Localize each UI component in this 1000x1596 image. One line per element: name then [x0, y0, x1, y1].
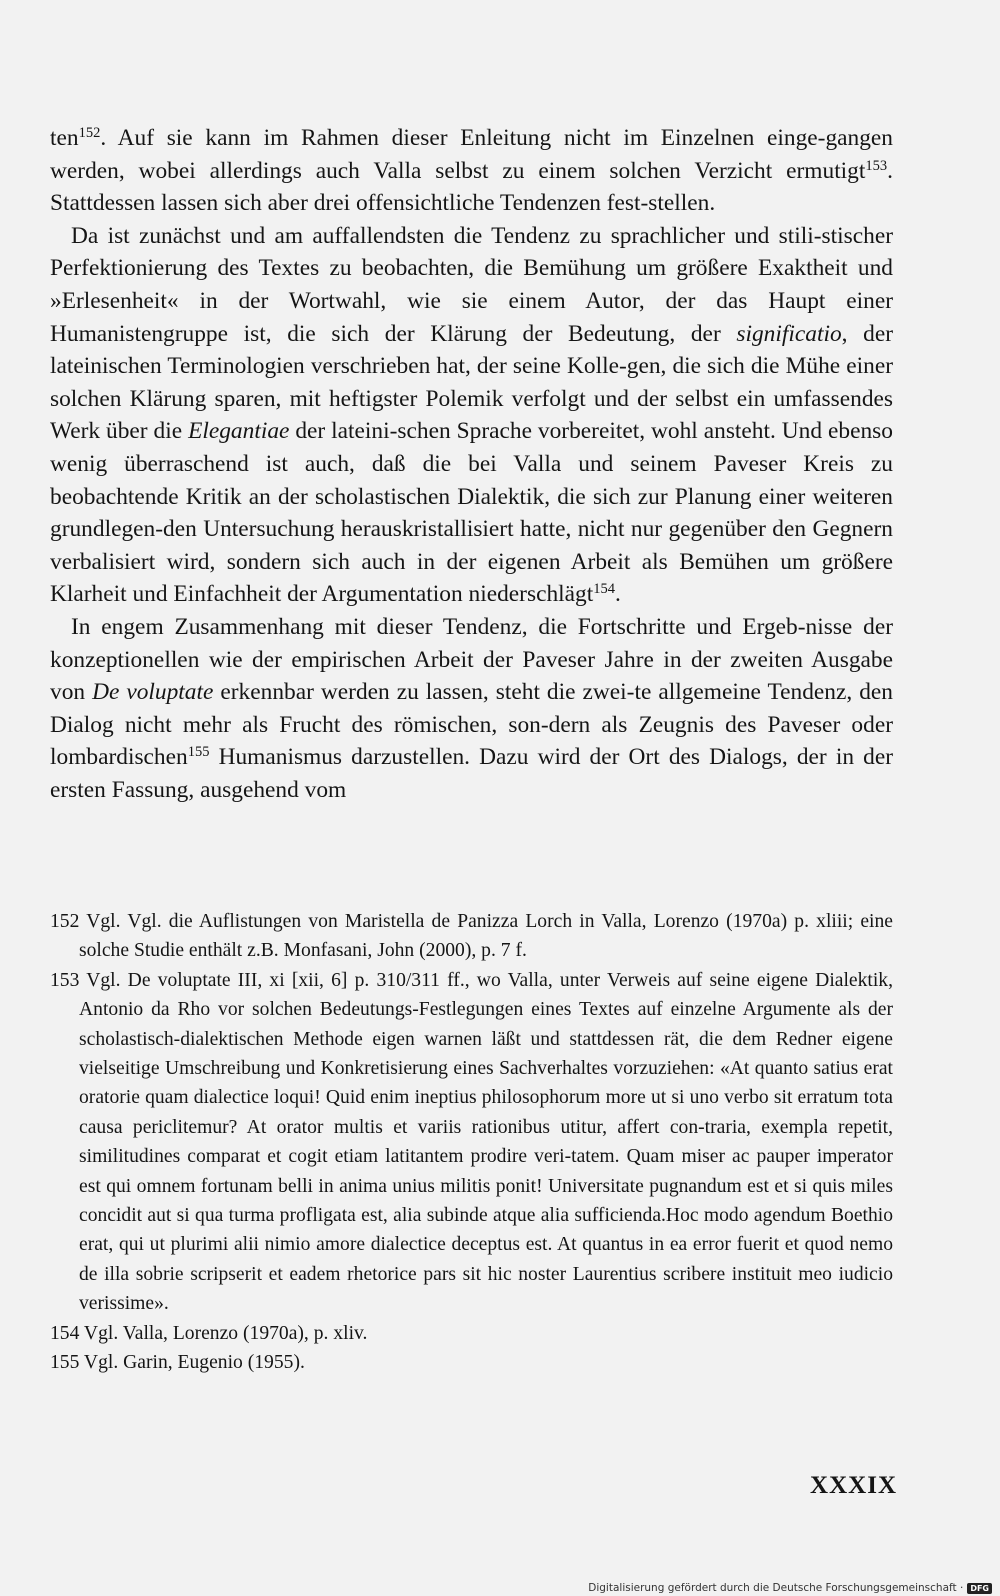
text-run: .: [614, 581, 621, 608]
text-run: , der lateinischen Terminologien verschrieben hat, der seine Kolle-gen, die sich die Mühe einer solchen Klärung sparen, mit heftigster Polemik verfolgt und der selbst ein umfassendes Werk über die: [50, 320, 893, 445]
footnote-155: 155 Vgl. Garin, Eugenio (1955).: [50, 1352, 305, 1374]
text-run: . Stattdessen lassen sich aber drei offensichtliche Tendenzen fest-stellen.: [50, 157, 893, 217]
footnote-154: 154 Vgl. Valla, Lorenzo (1970a), p. xliv.: [50, 1322, 368, 1344]
footnote-ref: 153: [865, 157, 888, 174]
dfg-logo-icon: DFG: [967, 1583, 992, 1594]
text-run: Humanismus darzustellen. Dazu wird der Ort des Dialogs, der in der ersten Fassung, ausgehend vom: [50, 744, 893, 803]
text-run: erkennbar werden zu lassen, steht die zwei-te allgemeine Tendenz, den Dialog nicht mehr als Frucht des römischen, son-dern als Zeugnis des Paveser oder lombardischen: [50, 679, 893, 771]
paragraph-3: [50, 611, 893, 807]
text-run: der lateini-schen Sprache vorbereitet, wohl ansteht. Und ebenso wenig überraschend ist auch, daß die bei Valla und seinem Paveser Kreis zu beobachtende Kritik an der scholastischen Dialektik, die sich zur Planung einer weiteren grundlegen-den Untersuchung herauskristallisiert hatte, nicht nur gegenüber den Gegnern verbalisiert wird, sondern sich auch in der eigenen Arbeit als Bemühen um größere Klarheit und Einfachheit der Argumentation niederschlägt: [50, 418, 893, 608]
digitization-credit: [588, 1582, 992, 1594]
paragraph-2: [50, 220, 893, 611]
footnote-ref: 154: [593, 581, 615, 598]
text-run: In engem Zusammenhang mit dieser Tendenz, die Fortschritte und Ergeb-nisse der konzeptionellen wie der empirischen Arbeit der Paveser Jahre in der zweiten Ausgabe von: [50, 613, 893, 706]
text-run: ten: [50, 125, 79, 151]
text-run: Da ist zunächst und am auffallendsten die Tendenz zu sprachlicher und stili-stischer Perfektionierung des Textes zu beobachten, die Bemühung um größere Exaktheit und »Erlesenheit« in der Wortwahl, wie sie einem Autor, der das Haupt einer Humanistengruppe ist, die sich der Klärung der Bedeutung, der: [50, 222, 893, 347]
footnote-ref: 152: [78, 125, 101, 142]
italic-term: significatio: [736, 320, 842, 347]
main-text: [50, 122, 893, 806]
footnote-152: 152 Vgl. Vgl. die Auflistungen von Maristella de Panizza Lorch in Valla, Lorenzo (1970a) p. xliii; eine solche Studie enthält z.B. Monfasani, John (2000), p. 7 f.: [50, 911, 893, 962]
paragraph-1: [50, 122, 893, 220]
credit-text: Digitalisierung gefördert durch die Deutsche Forschungsgemeinschaft ·: [588, 1582, 964, 1594]
footnote-ref: 155: [187, 744, 210, 761]
footnote-153: 153 Vgl. De voluptate III, xi [xii, 6] p. 310/311 ff., wo Valla, unter Verweis auf seine eigene Dialektik, Antonio da Rho vor solchen Bedeutungs-Festlegungen eines Textes auf einzelne Argumente als der scholastisch-dialektischen Methode eigen warnen läßt und stattdessen rät, die dem Redner eigene vielseitige Umschreibung und Konkretisierung eines Sachverhaltes vorzuziehen: «At quanto satius erat oratorie quam dialectice loqui! Quid enim ineptius philosophorum more ut si uno verbo sit erratum tota causa periclitemur? At orator multis et variis rationibus utitur, affert con-traria, exempla repetit, similitudines comparat et cogit etiam latitantem prodire veri-tatem. Quam miser ac pauper imperator est qui omnem fortunam belli in anima unius militis ponit! Universitate pugnandum est et si quis miles concidit aut si qua turma profligata est, alia subinde atque alia sufficienda.Hoc modo agendum Boethio erat, qui ut plurimi alii nimio amore dialectice deceptus est. At quantus in ea error fuerit et quod nemo de illa sobrie scripserit et eadem rhetorice pars sit hic noster Laurentius scribere instituit meo iudicio verissime».: [50, 969, 893, 1315]
italic-term: Elegantiae: [188, 418, 290, 445]
italic-term: De voluptate: [92, 679, 214, 706]
footnotes: [50, 907, 893, 1378]
page-number: XXXIX: [810, 1472, 897, 1499]
text-run: . Auf sie kann im Rahmen dieser Enleitung nicht im Einzelnen einge-gangen werden, wobei allerdings auch Valla selbst zu einem solchen Verzicht ermutigt: [50, 125, 893, 184]
